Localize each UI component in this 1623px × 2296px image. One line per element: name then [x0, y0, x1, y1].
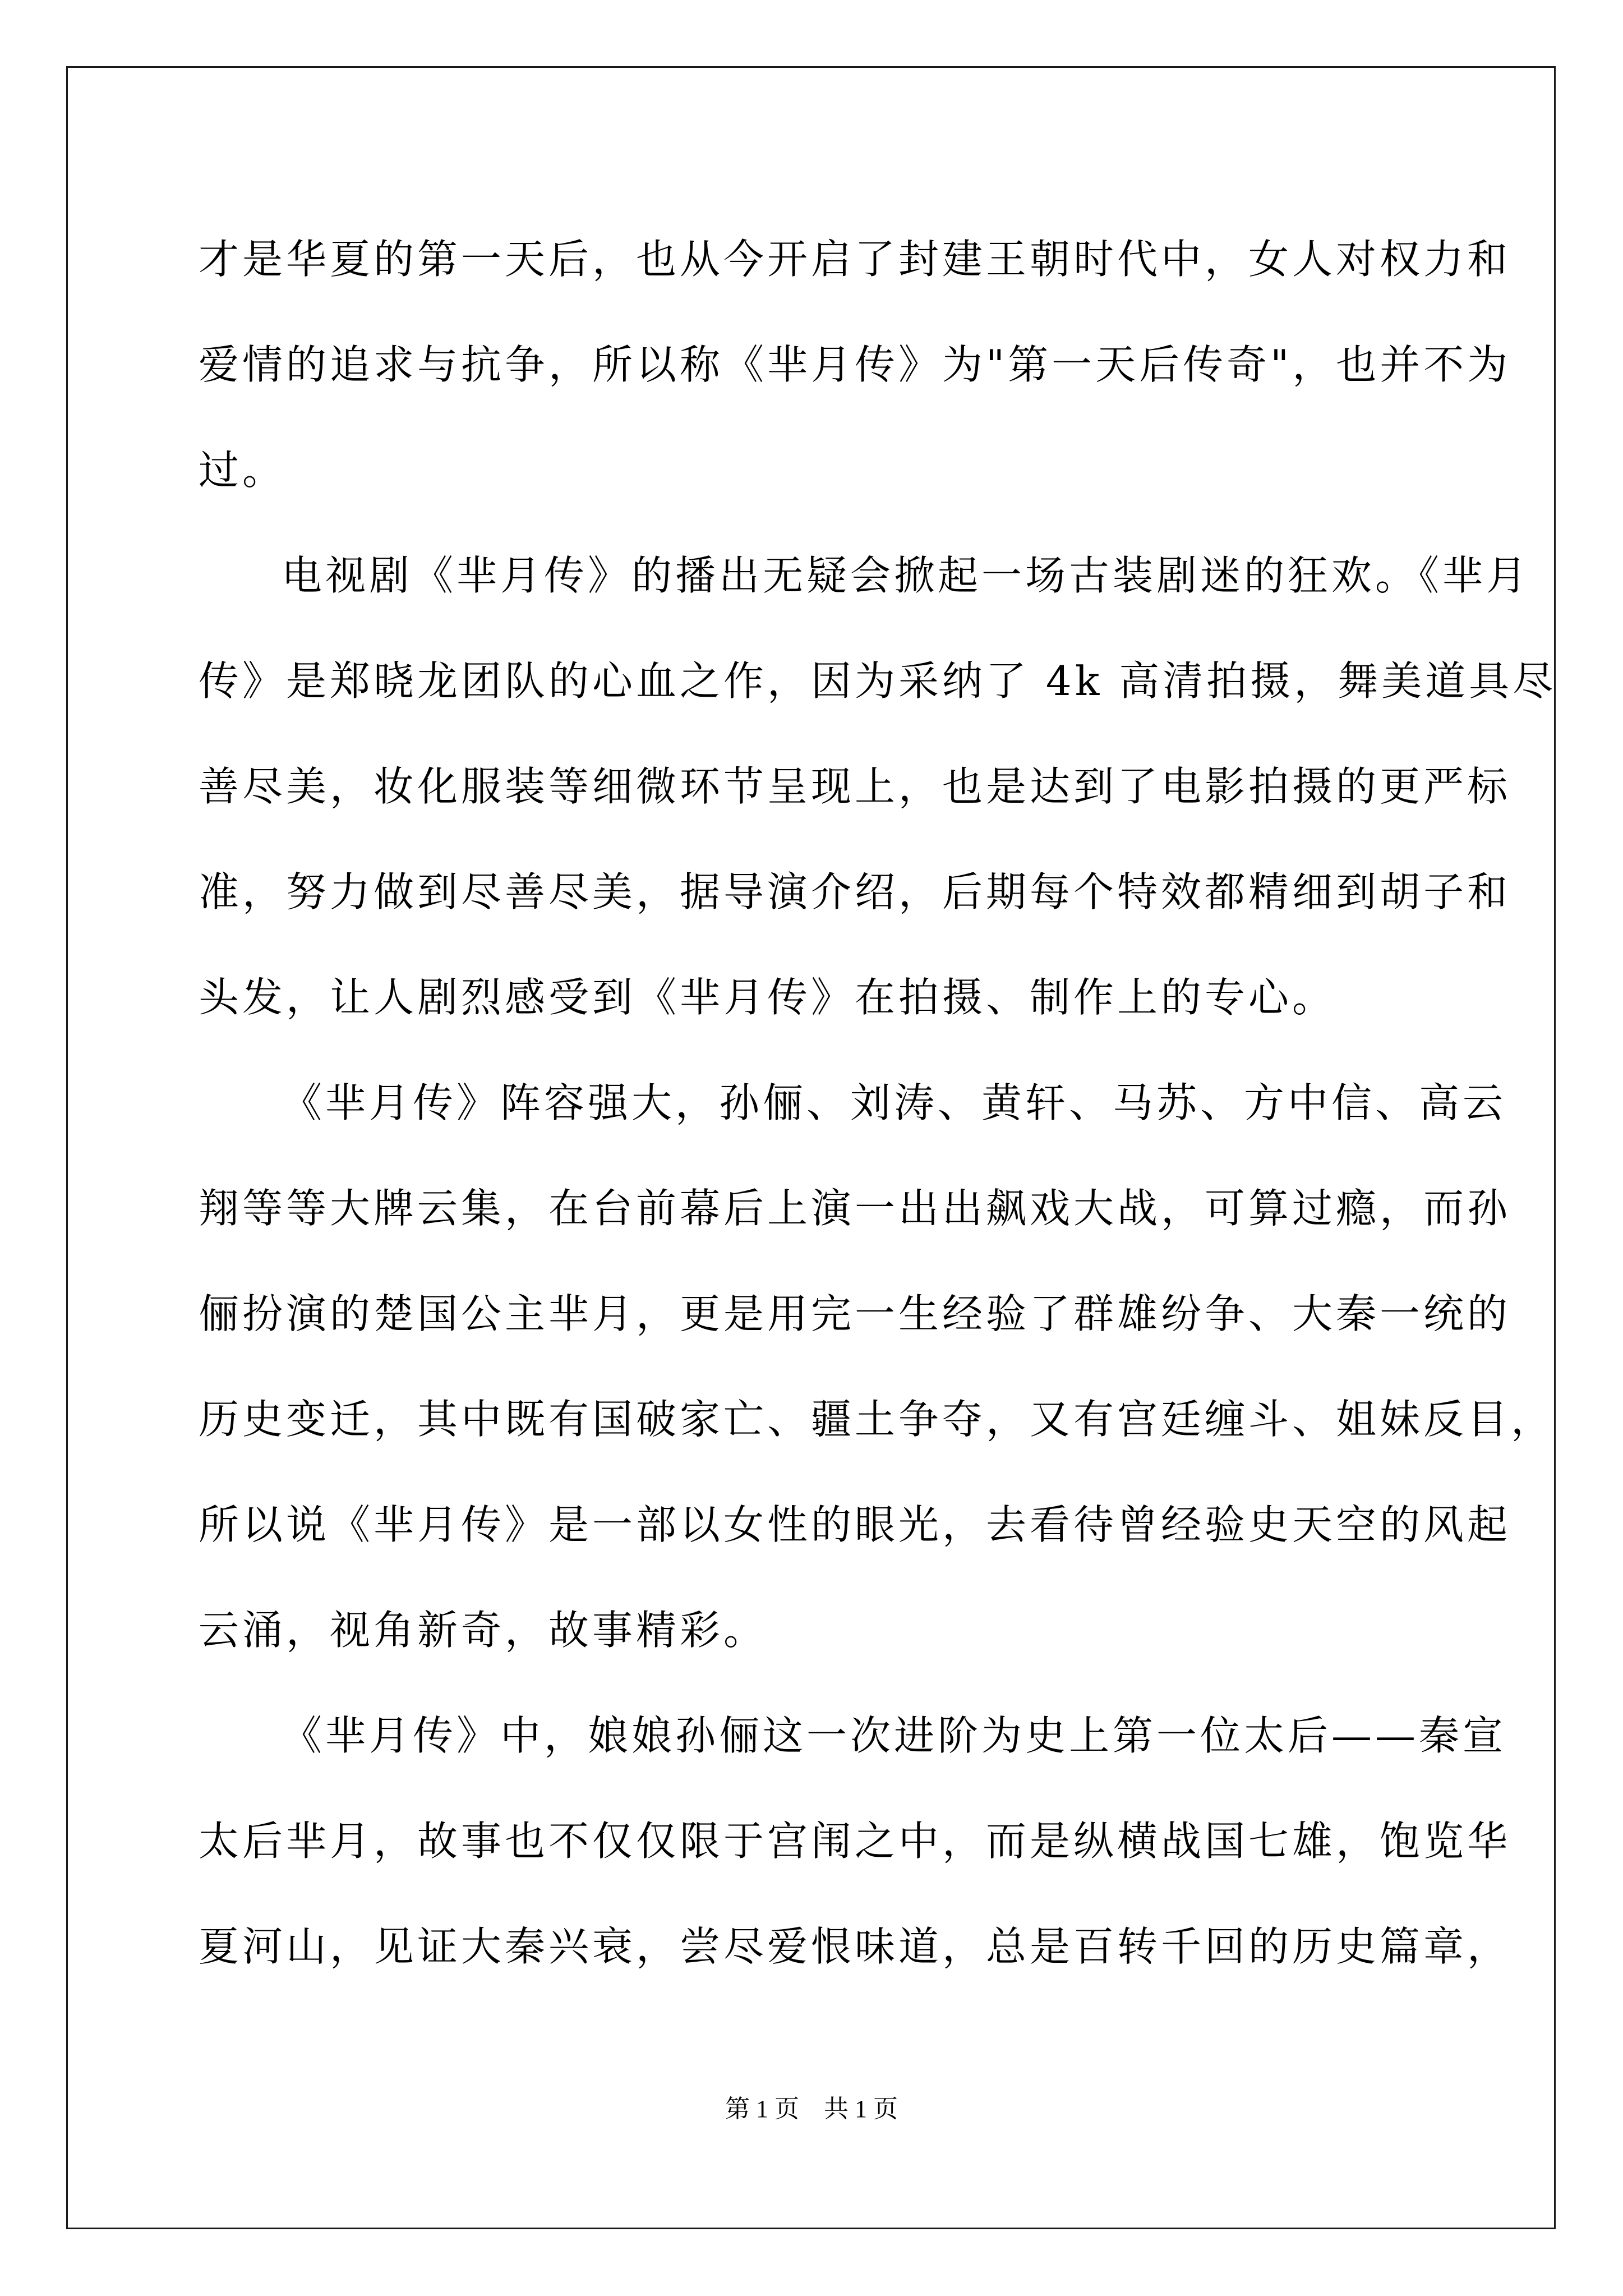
- text-line: 夏河山，见证大秦兴衰，尝尽爱恨味道，总是百转千回的历史篇章，: [199, 1923, 1511, 1970]
- text-line: 头发，让人剧烈感受到《芈月传》在拍摄、制作上的专心。: [199, 974, 1336, 1021]
- text-line: 过。: [199, 447, 287, 494]
- page-number-footer: 第 1 页 共 1 页: [725, 2095, 898, 2123]
- text-line: 《芈月传》阵容强大，孙俪、刘涛、黄轩、马苏、方中信、高云: [282, 1079, 1507, 1126]
- text-line: 翔等等大牌云集，在台前幕后上演一出出飙戏大战，可算过瘾，而孙: [199, 1185, 1511, 1232]
- text-line: 传》是郑晓龙团队的心血之作，因为采纳了 4k 高清拍摄，舞美道具尽: [199, 657, 1557, 705]
- text-line: 《芈月传》中，娘娘孙俪这一次进阶为史上第一位太后——秦宣: [282, 1712, 1507, 1759]
- document-body: [199, 206, 1557, 1999]
- text-line: 爱情的追求与抗争，所以称《芈月传》为"第一天后传奇"，也并不为: [199, 341, 1511, 388]
- text-line: 所以说《芈月传》是一部以女性的眼光，去看待曾经验史天空的风起: [199, 1501, 1511, 1548]
- text-line: 太后芈月，故事也不仅仅限于宫闱之中，而是纵横战国七雄，饱览华: [199, 1818, 1511, 1865]
- text-line: 俪扮演的楚国公主芈月，更是用完一生经验了群雄纷争、大秦一统的: [199, 1290, 1511, 1337]
- text-line: 才是华夏的第一天后，也从今开启了封建王朝时代中，女人对权力和: [199, 236, 1511, 283]
- text-line: 云涌，视角新奇，故事精彩。: [199, 1607, 768, 1654]
- text-line: 善尽美，妆化服装等细微环节呈现上，也是达到了电影拍摄的更严标: [199, 763, 1511, 810]
- text-line: 准，努力做到尽善尽美，据导演介绍，后期每个特效都精细到胡子和: [199, 868, 1511, 915]
- text-line: 历史变迁，其中既有国破家亡、疆土争夺，又有宫廷缠斗、姐妹反目，: [199, 1396, 1555, 1443]
- text-line: 电视剧《芈月传》的播出无疑会掀起一场古装剧迷的狂欢。《芈月: [282, 552, 1530, 599]
